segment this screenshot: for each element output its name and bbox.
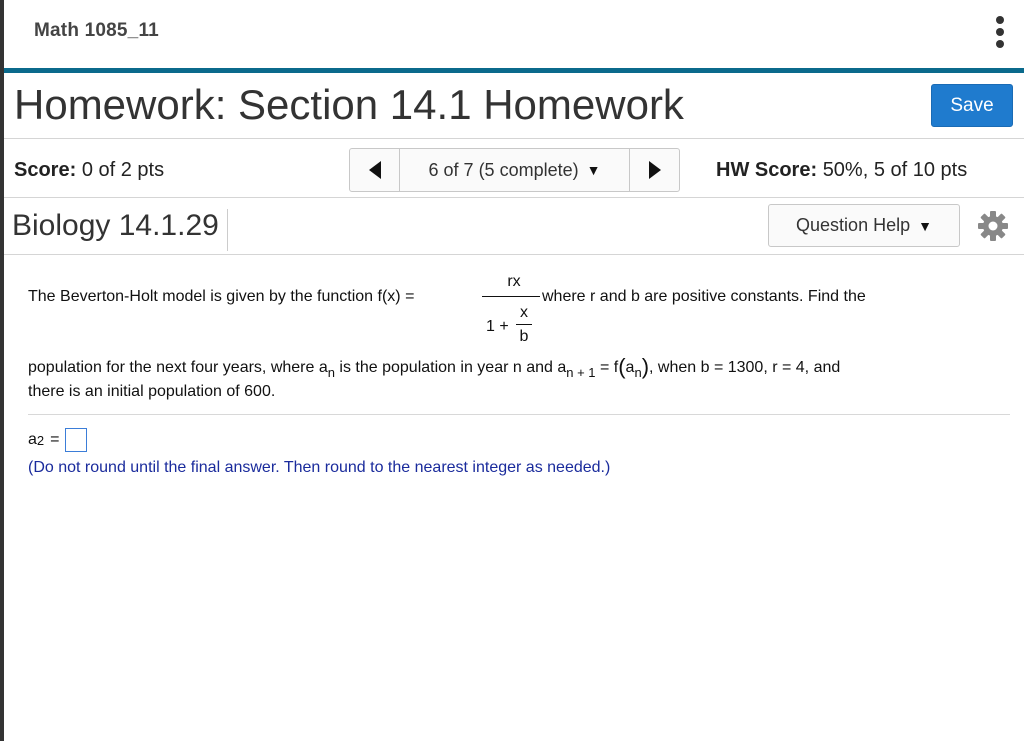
- section-divider: [28, 414, 1010, 415]
- inner-fraction-numerator: x: [520, 304, 528, 321]
- score-value: 0 of 2 pts: [81, 159, 165, 181]
- line2-part-c: = f: [595, 359, 619, 376]
- line2-part-b: is the population in year n and a: [334, 359, 567, 376]
- question-navigator: [349, 148, 680, 192]
- page-title: Homework: Section 14.1 Homework: [14, 81, 684, 128]
- problem-line-3: there is an initial population of 600.: [28, 383, 276, 400]
- fraction-denominator-lead: 1 +: [486, 318, 509, 335]
- paren-close: ): [641, 354, 650, 379]
- inner-fraction-denominator: b: [519, 328, 529, 345]
- paren-open: (: [618, 354, 626, 379]
- line2-part-a: population for the next four years, where a: [28, 359, 328, 376]
- hw-score: [716, 159, 967, 182]
- answer-row: [28, 428, 87, 452]
- subscript-n-plus-1: n + 1: [566, 365, 596, 380]
- subscript-n-2: n: [634, 365, 642, 380]
- answer-variable: a: [28, 431, 37, 448]
- problem-line-1: [28, 288, 414, 306]
- line2-part-d: a: [625, 359, 635, 376]
- problem-after-fraction: where r and b are positive constants. Find the: [542, 288, 866, 305]
- course-title: Math 1085_11: [34, 20, 159, 41]
- more-vertical-icon[interactable]: [992, 14, 1008, 50]
- question-help-label: Question Help: [796, 215, 911, 235]
- fraction-numerator: rx: [507, 273, 521, 290]
- triangle-left-icon: [369, 161, 381, 179]
- problem-line-2: [28, 354, 840, 380]
- gear-icon[interactable]: [976, 209, 1010, 243]
- question-position: 6 of 7 (5 complete): [428, 159, 579, 180]
- answer-input[interactable]: [65, 428, 87, 452]
- score-label: Score:: [14, 159, 77, 181]
- triangle-right-icon: [649, 161, 661, 179]
- homework-header: [4, 73, 1024, 139]
- question-select-dropdown[interactable]: [400, 149, 630, 191]
- score-bar: [4, 140, 1024, 198]
- fraction-bar: [482, 296, 540, 297]
- question-id: Biology 14.1.29: [12, 209, 228, 251]
- previous-question-button[interactable]: [350, 149, 400, 191]
- answer-variable-subscript: 2: [36, 432, 45, 448]
- score: [14, 159, 164, 182]
- subscript-n: n: [327, 365, 335, 380]
- hw-score-label: HW Score:: [716, 159, 818, 181]
- answer-equals: =: [50, 431, 60, 448]
- rounding-instruction: (Do not round until the final answer. Then round to the nearest integer as needed.): [28, 459, 611, 476]
- hw-score-value: 50%, 5 of 10 pts: [822, 159, 968, 181]
- triangle-down-icon: ▼: [586, 162, 601, 178]
- course-bar: [4, 0, 1024, 68]
- next-question-button[interactable]: [630, 149, 679, 191]
- question-bar: [4, 199, 1024, 255]
- question-help-button[interactable]: [768, 204, 960, 247]
- problem-intro: The Beverton-Holt model is given by the function f(x) =: [28, 288, 415, 305]
- save-button[interactable]: Save: [931, 84, 1013, 127]
- line2-part-e: , when b = 1300, r = 4, and: [649, 359, 841, 376]
- triangle-down-icon: ▼: [918, 217, 932, 234]
- inner-fraction-bar: [516, 324, 532, 325]
